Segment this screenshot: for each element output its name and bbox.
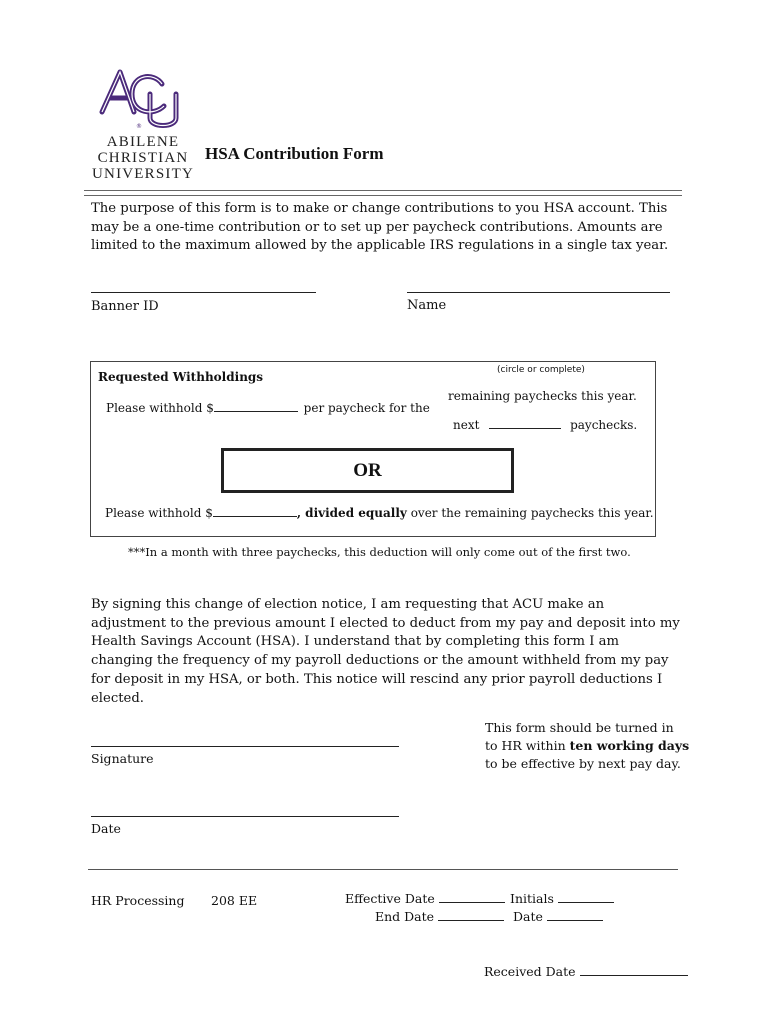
or-box <box>221 448 514 493</box>
date-line[interactable] <box>91 816 399 817</box>
received-date-row <box>484 964 688 979</box>
initials-label: Initials <box>510 891 554 906</box>
per-paycheck-prefix: Please withhold $ <box>106 401 214 415</box>
hr-date-row <box>513 909 603 924</box>
logo-line-university: UNIVERSITY <box>92 166 194 182</box>
logo-line-abilene: ABILENE <box>106 134 180 150</box>
effective-date-row <box>345 891 505 906</box>
end-date-row <box>375 909 504 924</box>
turn-in-line-2-prefix: to HR within <box>485 738 570 753</box>
logo-wordmark <box>92 134 194 182</box>
effective-date-field[interactable] <box>439 892 505 903</box>
turn-in-note <box>485 719 689 773</box>
per-paycheck-suffix: per paycheck for the <box>303 401 430 415</box>
header-double-rule <box>84 190 682 196</box>
name-label: Name <box>407 298 447 313</box>
election-paragraph: By signing this change of election notice, I am requesting that ACU make an adjustment to the previous amount I elected to deduct from my pay and deposit into my Health Savings Account (HSA). I understand that by completing this form I am changing the frequency of my payroll deductions or the amount withheld from my pay for deposit in my HSA, or both. This notice will rescind any prior payroll deductions I elected. <box>91 597 680 706</box>
hr-processing-label: HR Processing <box>91 893 185 908</box>
name-line[interactable] <box>407 292 670 293</box>
turn-in-line-1: This form should be turned in <box>485 720 674 735</box>
logo-line-christian: CHRISTIAN <box>97 150 189 166</box>
option-next-prefix: next <box>453 418 480 432</box>
initials-field[interactable] <box>558 892 614 903</box>
hr-section-divider <box>88 869 678 870</box>
effective-date-label: Effective Date <box>345 891 435 906</box>
acu-logo <box>92 64 194 182</box>
per-paycheck-amount-field[interactable] <box>214 401 298 412</box>
withholdings-heading: Requested Withholdings <box>98 370 264 384</box>
hr-date-label: Date <box>513 909 543 924</box>
end-date-field[interactable] <box>438 910 504 921</box>
initials-row <box>510 891 614 906</box>
acu-monogram-icon <box>92 64 194 134</box>
divided-suffix: over the remaining paychecks this year. <box>410 506 654 520</box>
ten-working-days-text: ten working days <box>569 738 690 753</box>
divided-prefix: Please withhold $ <box>105 506 213 520</box>
received-date-field[interactable] <box>580 965 688 976</box>
turn-in-line-3: to be effective by next pay day. <box>485 756 681 771</box>
or-label: OR <box>353 459 382 481</box>
banner-id-label: Banner ID <box>91 299 159 314</box>
next-paychecks-count-field[interactable] <box>489 418 561 429</box>
form-title: HSA Contribution Form <box>205 144 384 163</box>
divided-equally-text: , divided equally <box>296 506 407 520</box>
purpose-paragraph: The purpose of this form is to make or change contributions to you HSA account. This may be a one-time contribution or to set up per paycheck contributions. Amounts are limited to the maximum allowed by the applicable IRS regulations in a single tax year. <box>91 201 669 254</box>
option-next-suffix: paychecks. <box>570 418 638 432</box>
received-date-label: Received Date <box>484 964 576 979</box>
hr-date-field[interactable] <box>547 910 603 921</box>
option-remaining-paychecks[interactable]: remaining paychecks this year. <box>448 389 637 403</box>
circle-or-complete-note: (circle or complete) <box>497 365 585 375</box>
signature-line[interactable] <box>91 746 399 747</box>
banner-id-line[interactable] <box>91 292 316 293</box>
svg-text:®: ® <box>136 123 142 130</box>
per-paycheck-row <box>106 401 430 415</box>
turn-in-line-2 <box>485 737 689 755</box>
end-date-label: End Date <box>375 909 435 924</box>
hr-code: 208 EE <box>211 893 258 908</box>
divided-amount-field[interactable] <box>213 506 297 517</box>
three-paycheck-note: ***In a month with three paychecks, this deduction will only come out of the first two. <box>128 545 631 559</box>
divided-equally-row <box>105 506 654 520</box>
signature-label: Signature <box>91 751 154 766</box>
option-next-paychecks[interactable] <box>453 418 637 432</box>
date-label: Date <box>91 821 121 836</box>
